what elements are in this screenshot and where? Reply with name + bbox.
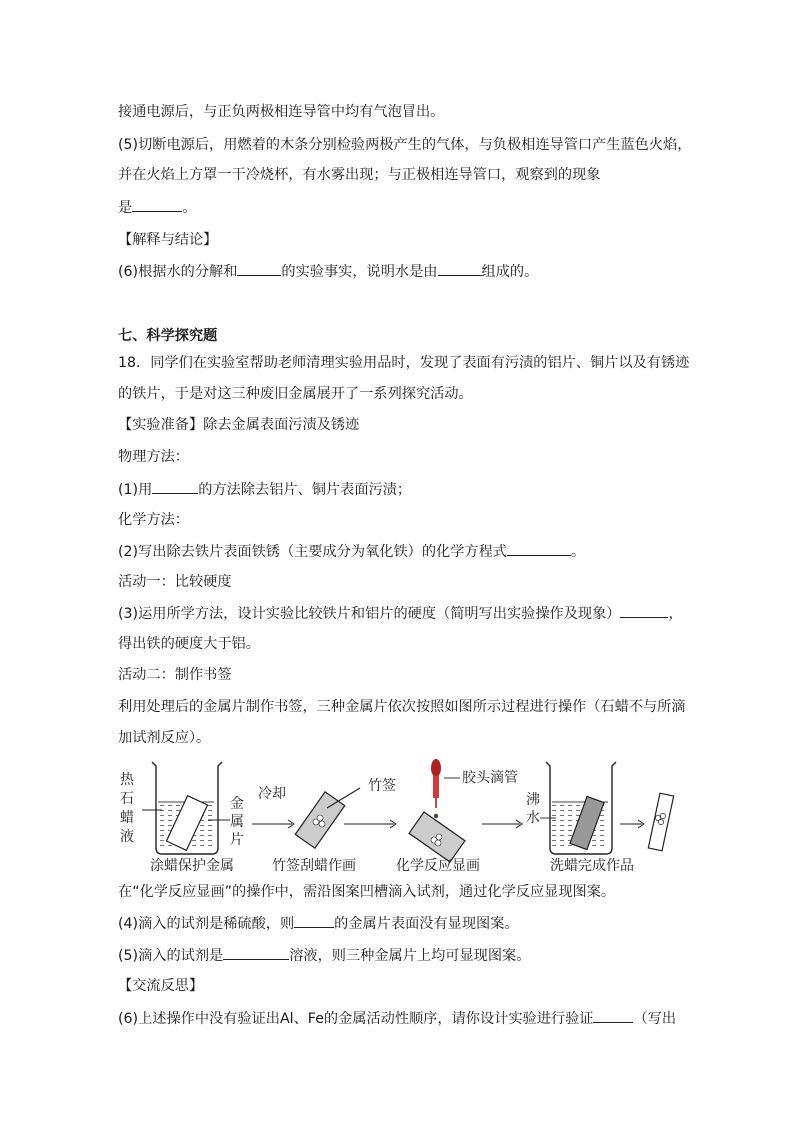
question-5-line2: 并在火焰上方罩一干冷烧杯，有水雾出现；与正极相连导管口，观察到的现象 xyxy=(118,167,601,183)
text-fragment: (6)上述操作中没有验证出Al、Fe的金属活动性顺序，请你设计实验进行验证 xyxy=(118,1011,594,1027)
caption-step-3: 化学反应显画 xyxy=(396,858,480,874)
text-fragment: 组成的。 xyxy=(481,264,539,280)
svg-text:石: 石 xyxy=(120,791,134,807)
question-3-line1 xyxy=(118,603,683,624)
waxed-plate-bamboo xyxy=(295,788,360,848)
dropper xyxy=(431,759,460,818)
svg-text:沸: 沸 xyxy=(526,792,540,808)
activity-1-heading: 活动一：比较硬度 xyxy=(118,574,232,590)
activity-2-heading: 活动二：制作书签 xyxy=(118,667,232,683)
instruction-line2: 加试剂反应）。 xyxy=(118,730,211,746)
svg-text:热: 热 xyxy=(120,772,134,788)
label-bamboo: 竹签 xyxy=(368,778,396,794)
text-fragment: 溶液，则三种金属片上均可显现图案。 xyxy=(289,948,531,964)
answer-blank[interactable] xyxy=(438,261,482,276)
text-fragment: 。 xyxy=(182,200,197,216)
answer-blank[interactable] xyxy=(132,197,182,212)
answer-blank[interactable] xyxy=(507,541,571,556)
drawn-plate xyxy=(409,812,465,862)
question-5b-line xyxy=(118,945,530,966)
text-fragment: (6)根据水的分解和 xyxy=(118,264,238,280)
label-hot-wax xyxy=(120,771,135,845)
label-boiling-water xyxy=(526,792,540,826)
svg-text:金: 金 xyxy=(230,796,244,812)
question-18-line2: 的铁片，于是对这三种废旧金属展开了一系列探究活动。 xyxy=(118,386,473,402)
question-5-line1: (5)切断电源后，用燃着的木条分别检验两极产生的气体，与负极相连导管口产生蓝色火焰， xyxy=(118,137,692,153)
text-fragment: 的实验事实，说明水是由 xyxy=(281,264,438,280)
bookmark-process-figure xyxy=(112,758,692,876)
question-3-line2: 得出铁的硬度大于铝。 xyxy=(118,636,260,652)
text-fragment: 的方法除去铝片、铜片表面污渍； xyxy=(198,482,412,498)
answer-blank[interactable] xyxy=(294,913,334,928)
answer-blank[interactable] xyxy=(620,603,668,618)
question-1-line xyxy=(118,479,411,500)
text-fragment: （写出 xyxy=(633,1011,677,1027)
answer-blank[interactable] xyxy=(152,479,198,494)
label-dropper: 胶头滴管 xyxy=(462,770,518,786)
instruction-line1: 利用处理后的金属片制作书签，三种金属片依次按照如图所示过程进行操作（石蜡不与所滴 xyxy=(118,699,686,715)
subheading-physical: 物理方法： xyxy=(118,449,189,465)
subheading-chemical: 化学方法： xyxy=(118,512,189,528)
question-5-line3 xyxy=(118,197,196,218)
answer-blank[interactable] xyxy=(237,261,281,276)
question-18-line1: 18．同学们在实验室帮助老师清理实验用品时，发现了表面有污渍的铝片、铜片以及有锈迹 xyxy=(118,355,690,371)
svg-text:液: 液 xyxy=(120,829,134,845)
section-heading-reflection: 【交流反思】 xyxy=(118,978,204,994)
text-fragment: (4)滴入的试剂是稀硫酸，则 xyxy=(118,916,295,932)
text-line: 接通电源后，与正负两极相连导管中均有气泡冒出。 xyxy=(118,104,445,120)
caption-step-4: 洗蜡完成作品 xyxy=(550,858,634,874)
text-fragment: (5)滴入的试剂是 xyxy=(118,948,224,964)
svg-text:水: 水 xyxy=(526,810,540,826)
section-heading-explanation: 【解释与结论】 xyxy=(118,232,218,248)
svg-text:片: 片 xyxy=(230,832,244,848)
label-cool: 冷却 xyxy=(258,786,286,802)
answer-blank[interactable] xyxy=(593,1008,633,1023)
caption-step-1: 涂蜡保护金属 xyxy=(150,858,234,874)
question-6b-line xyxy=(118,1008,676,1029)
text-fragment: 是 xyxy=(118,200,133,216)
beaker-1 xyxy=(142,762,230,854)
question-2-line xyxy=(118,541,585,562)
question-6-line xyxy=(118,261,538,282)
section-title: 七、科学探究题 xyxy=(118,328,218,344)
finished-bookmark xyxy=(648,793,673,851)
text-fragment: (2)写出除去铁片表面铁锈（主要成分为氧化铁）的化学方程式 xyxy=(118,544,507,560)
section-heading-prep: 【实验准备】除去金属表面污渍及锈迹 xyxy=(118,417,360,433)
label-metal-sheet xyxy=(230,796,244,848)
text-fragment: (1)用 xyxy=(118,482,153,498)
text-fragment: 的金属片表面没有显现图案。 xyxy=(334,916,519,932)
instruction-line3: 在“化学反应显画”的操作中，需沿图案凹槽滴入试剂，通过化学反应显现图案。 xyxy=(118,884,616,900)
text-fragment: (3)运用所学方法，设计实验比较铁片和铝片的硬度（简明写出实验操作及现象） xyxy=(118,606,621,622)
svg-text:属: 属 xyxy=(230,814,244,830)
question-4-line xyxy=(118,913,519,934)
caption-step-2: 竹签刮蜡作画 xyxy=(272,858,356,874)
answer-blank[interactable] xyxy=(223,945,289,960)
beaker-2 xyxy=(540,762,616,854)
svg-text:蜡: 蜡 xyxy=(120,810,134,826)
text-fragment: 。 xyxy=(570,544,586,560)
text-fragment: ， xyxy=(668,606,683,622)
